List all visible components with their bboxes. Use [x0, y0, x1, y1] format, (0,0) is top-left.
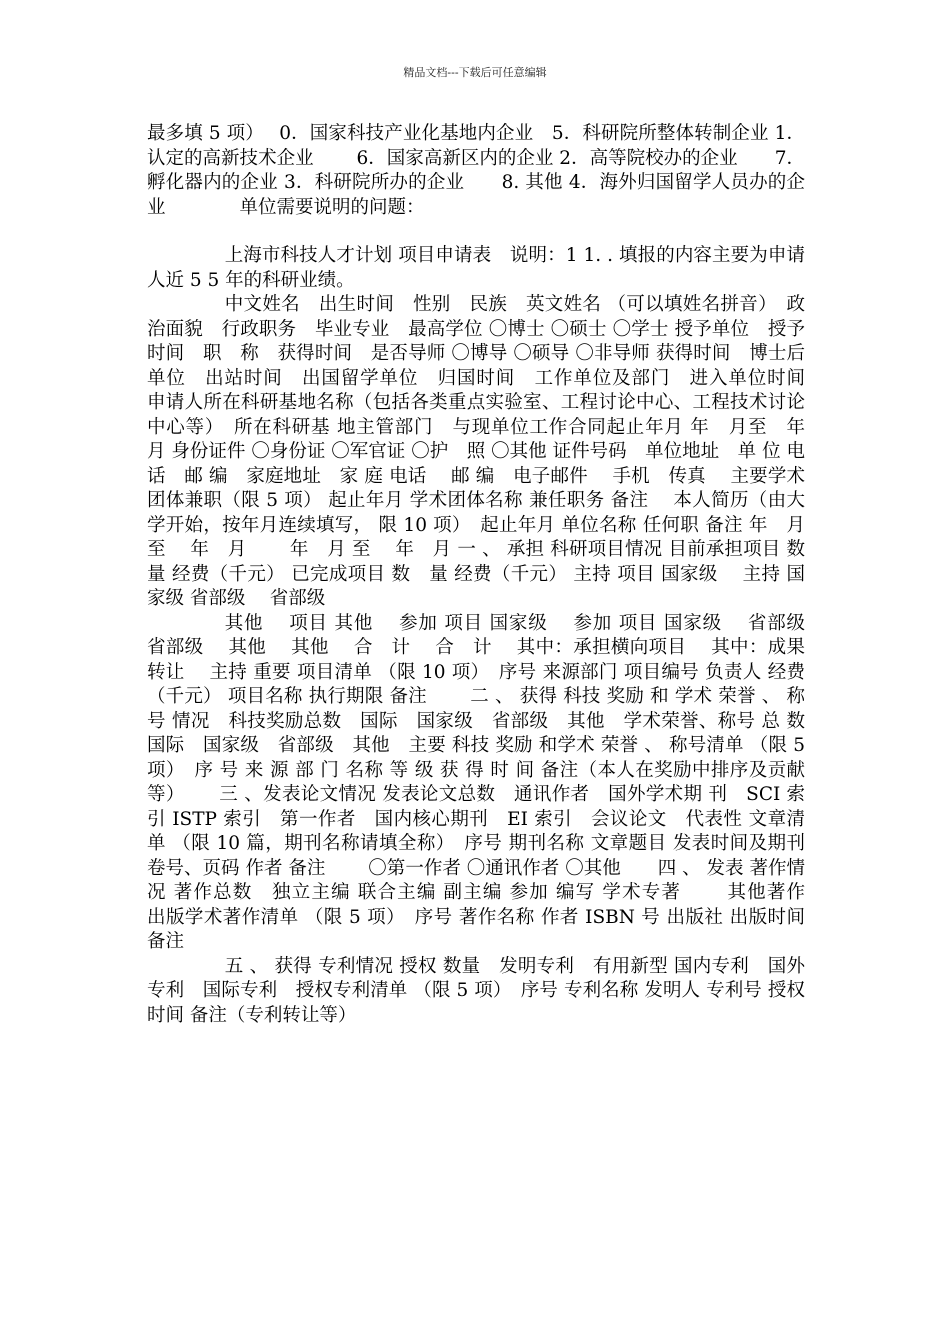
form-title-paragraph: 上海市科技人才计划 项目申请表 说明：1 1. . 填报的内容主要为申请人近 5 5 年的科研业绩。 [147, 245, 805, 291]
applicant-info-paragraph: 中文姓名 出生时间 性别 民族 英文姓名 （可以填姓名拼音） 政治面貌 行政职务 毕业专业 最高学位 〇博士 〇硕士 〇学士 授予单位 授予时间 职 称 获得时间 是否导师 〇博导 〇硕导 〇非导师 获得时间 博士后单位 出站时间 出国留学单位 归国时间 工作单位及部门 进入单位时间 申请人所在科研基地名称（包括各类重点实验室、工程讨论中心、工程技术讨论中心等） 所在科研基 地主管部门 与现单位工作合同起止年月 年 月至 年 月 身份证件 〇身份证 〇军官证 〇护 照 〇其他 证件号码 单位地址 单 位 电话 邮 编 家庭地址 家 庭 电话 邮 编 电子邮件 手机 传真 主要学术 团体兼职（限 5 项） 起止年月 学术团体名称 兼任职务 备注 本人简历（由大学开始，按年月连续填写， 限 10 项） 起止年月 单位名称 任何职 备注 年 月 至 年 月 年 月 至 年 月 一 、 承担 科研项目情况 目前承担项目 数 量 经费（千元） 已完成项目 数 量 经费（千元） 主持 项目 国家级 主持 国家级 省部级 省部级 [147, 294, 824, 609]
enterprise-type-paragraph: 最多填 5 项） 0．国家科技产业化基地内企业 5．科研院所整体转制企业 1．认定的高新技术企业 6．国家高新区内的企业 2．高等院校办的企业 7．孵化器内的企业 3．科研院所办的企业 8. 其他 4．海外归国留学人员办的企业 单位需要说明的问题： [147, 123, 805, 218]
patents-paragraph: 五 、 获得 专利情况 授权 数量 发明专利 有用新型 国内专利 国外专利 国际专利 授权专利清单 （限 5 项） 序号 专利名称 发明人 专利号 授权时间 备注（专利转让等） [147, 955, 805, 1026]
projects-awards-papers-paragraph: 其他 项目 其他 参加 项目 国家级 参加 项目 国家级 省部级 省部级 其他 其他 合 计 合 计 其中：承担横向项目 其中：成果转让 主持 重要 项目清单 （限 10 项） 序号 来源部门 项目编号 负责人 经费（千元） 项目名称 执行期限 备注 二 、 获得 科技 奖励 和 学术 荣誉 、 称号 情况 科技奖励总数 国际 国家级 省部级 其他 学术荣誉、称号 总 数 国际 国家级 省部级 其他 主要 科技 奖励 和学术 荣誉 、 称号清单 （限 5 项） 序 号 来 源 部 门 名称 等 级 获 得 时 间 备注（本人在奖励中排序及贡献等） 三 、发表论文情况 发表论文总数 通讯作者 国外学术期 刊 SCI 索引 ISTP 索引 第一作者 国内核心期刊 EI 索引 会议论文 代表性 文章清单 （限 10 篇，期刊名称请填全称） 序号 期刊名称 文章题目 发表时间及期刊卷号、页码 作者 备注 〇第一作者 〇通讯作者 〇其他 四 、 发表 著作情况 著作总数 独立主编 联合主编 副主编 参加 编写 学术专著 其他著作 出版学术著作清单 （限 5 项） 序号 著作名称 作者 ISBN 号 出版社 出版时间 备注 [147, 612, 843, 952]
page-header: 精品文档---下载后可任意编辑 [403, 66, 547, 79]
document-body [147, 122, 843, 1028]
paragraph-gap [147, 220, 805, 244]
